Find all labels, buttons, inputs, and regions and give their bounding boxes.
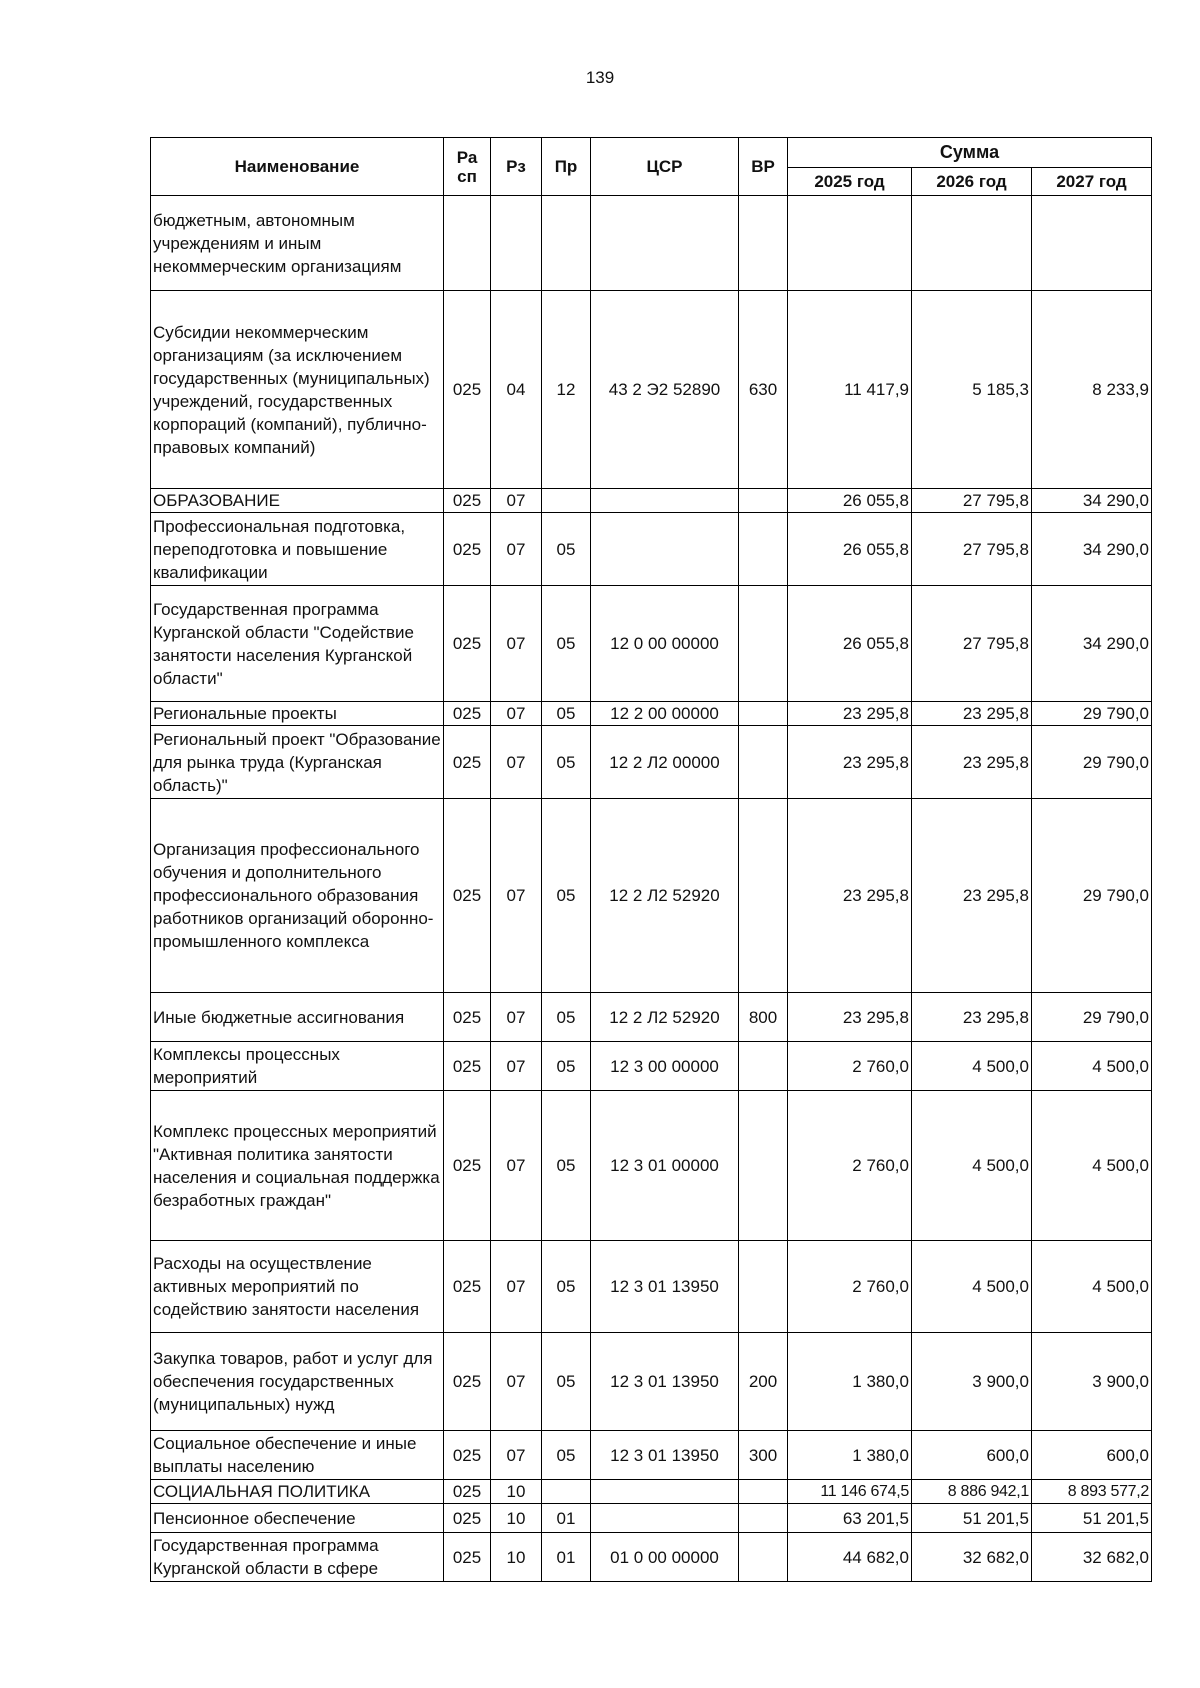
cell-pr: 05 — [542, 726, 591, 799]
cell-pr: 01 — [542, 1504, 591, 1533]
cell-rasp: 025 — [444, 799, 491, 993]
cell-sum-2025: 1 380,0 — [788, 1431, 912, 1480]
cell-rasp: 025 — [444, 993, 491, 1042]
cell-csr: 12 2 Л2 52920 — [591, 993, 739, 1042]
cell-rasp — [444, 196, 491, 291]
cell-csr — [591, 489, 739, 513]
cell-sum-2026: 27 795,8 — [912, 513, 1032, 586]
cell-csr: 43 2 Э2 52890 — [591, 291, 739, 489]
header-year-2027: 2027 год — [1032, 168, 1152, 196]
header-rasp-line2: сп — [457, 166, 477, 186]
cell-sum-2025: 2 760,0 — [788, 1042, 912, 1091]
cell-pr: 12 — [542, 291, 591, 489]
cell-pr: 05 — [542, 799, 591, 993]
cell-sum-2025: 44 682,0 — [788, 1533, 912, 1582]
cell-sum-2026: 5 185,3 — [912, 291, 1032, 489]
cell-csr — [591, 513, 739, 586]
cell-sum-2025: 26 055,8 — [788, 489, 912, 513]
cell-sum-2027: 29 790,0 — [1032, 993, 1152, 1042]
cell-rz: 07 — [491, 1333, 542, 1431]
cell-name: Расходы на осуществление активных мероприятий по содействию занятости населения — [151, 1241, 444, 1333]
cell-sum-2025: 23 295,8 — [788, 726, 912, 799]
cell-name: Пенсионное обеспечение — [151, 1504, 444, 1533]
cell-rz: 07 — [491, 1091, 542, 1241]
cell-sum-2025: 23 295,8 — [788, 702, 912, 726]
cell-vr — [739, 1480, 788, 1504]
cell-rasp: 025 — [444, 1480, 491, 1504]
cell-rasp: 025 — [444, 1504, 491, 1533]
cell-vr — [739, 799, 788, 993]
cell-sum-2025 — [788, 196, 912, 291]
cell-vr — [739, 196, 788, 291]
cell-pr — [542, 489, 591, 513]
table-row — [151, 489, 1152, 513]
cell-pr: 05 — [542, 702, 591, 726]
cell-sum-2027: 51 201,5 — [1032, 1504, 1152, 1533]
header-rz: Рз — [491, 138, 542, 196]
cell-rasp: 025 — [444, 291, 491, 489]
cell-rasp: 025 — [444, 1241, 491, 1333]
table-row — [151, 1533, 1152, 1582]
cell-csr: 12 3 00 00000 — [591, 1042, 739, 1091]
cell-rasp: 025 — [444, 1091, 491, 1241]
cell-sum-2027: 34 290,0 — [1032, 513, 1152, 586]
cell-name: Иные бюджетные ассигнования — [151, 993, 444, 1042]
cell-name: Социальное обеспечение и иные выплаты населению — [151, 1431, 444, 1480]
cell-rz: 07 — [491, 513, 542, 586]
cell-sum-2026: 3 900,0 — [912, 1333, 1032, 1431]
cell-rz: 07 — [491, 1241, 542, 1333]
cell-rz: 10 — [491, 1480, 542, 1504]
cell-csr: 12 3 01 13950 — [591, 1333, 739, 1431]
cell-name: Субсидии некоммерческим организациям (за исключением государственных (муниципальных) учреждений, государственных корпораций (компаний), публично-правовых компаний) — [151, 291, 444, 489]
cell-csr — [591, 1504, 739, 1533]
table-row — [151, 196, 1152, 291]
cell-vr: 630 — [739, 291, 788, 489]
cell-name: Комплексы процессных мероприятий — [151, 1042, 444, 1091]
cell-sum-2026 — [912, 196, 1032, 291]
cell-rz: 07 — [491, 993, 542, 1042]
cell-csr: 12 3 01 00000 — [591, 1091, 739, 1241]
header-vr: ВР — [739, 138, 788, 196]
table-row — [151, 1333, 1152, 1431]
cell-name: Региональный проект "Образование для рынка труда (Курганская область)" — [151, 726, 444, 799]
cell-sum-2026: 23 295,8 — [912, 702, 1032, 726]
cell-rasp: 025 — [444, 1042, 491, 1091]
cell-sum-2025: 2 760,0 — [788, 1091, 912, 1241]
cell-vr — [739, 726, 788, 799]
header-rasp — [444, 138, 491, 196]
table-row — [151, 1480, 1152, 1504]
cell-sum-2025: 23 295,8 — [788, 993, 912, 1042]
cell-sum-2026: 4 500,0 — [912, 1241, 1032, 1333]
cell-rz — [491, 196, 542, 291]
cell-sum-2027: 4 500,0 — [1032, 1042, 1152, 1091]
table-row — [151, 291, 1152, 489]
cell-sum-2027: 8 893 577,2 — [1032, 1480, 1152, 1504]
table-row — [151, 586, 1152, 702]
cell-rz: 07 — [491, 726, 542, 799]
cell-vr — [739, 1241, 788, 1333]
cell-rasp: 025 — [444, 702, 491, 726]
table-header — [151, 138, 1152, 196]
header-rasp-line1: Ра — [456, 147, 478, 167]
cell-csr: 12 0 00 00000 — [591, 586, 739, 702]
cell-csr: 12 2 Л2 52920 — [591, 799, 739, 993]
header-csr: ЦСР — [591, 138, 739, 196]
cell-rasp: 025 — [444, 726, 491, 799]
cell-sum-2025: 26 055,8 — [788, 513, 912, 586]
cell-sum-2027: 34 290,0 — [1032, 586, 1152, 702]
cell-rz: 07 — [491, 489, 542, 513]
cell-vr — [739, 513, 788, 586]
cell-csr — [591, 196, 739, 291]
table-row — [151, 799, 1152, 993]
cell-sum-2027 — [1032, 196, 1152, 291]
cell-sum-2025: 26 055,8 — [788, 586, 912, 702]
cell-sum-2025: 11 146 674,5 — [788, 1480, 912, 1504]
cell-pr: 05 — [542, 993, 591, 1042]
table-row — [151, 1091, 1152, 1241]
cell-name: Комплекс процессных мероприятий "Активная политика занятости населения и социальная поддержка безработных граждан" — [151, 1091, 444, 1241]
cell-sum-2026: 23 295,8 — [912, 799, 1032, 993]
cell-csr: 01 0 00 00000 — [591, 1533, 739, 1582]
header-name: Наименование — [151, 138, 444, 196]
cell-pr: 05 — [542, 586, 591, 702]
cell-rz: 04 — [491, 291, 542, 489]
header-sum: Сумма — [788, 138, 1152, 168]
cell-sum-2026: 23 295,8 — [912, 726, 1032, 799]
cell-rz: 07 — [491, 702, 542, 726]
cell-sum-2027: 34 290,0 — [1032, 489, 1152, 513]
cell-name: Закупка товаров, работ и услуг для обеспечения государственных (муниципальных) нужд — [151, 1333, 444, 1431]
cell-sum-2026: 600,0 — [912, 1431, 1032, 1480]
cell-rasp: 025 — [444, 1333, 491, 1431]
cell-sum-2026: 32 682,0 — [912, 1533, 1032, 1582]
header-pr: Пр — [542, 138, 591, 196]
cell-sum-2026: 27 795,8 — [912, 489, 1032, 513]
cell-rasp: 025 — [444, 1533, 491, 1582]
cell-rz: 10 — [491, 1504, 542, 1533]
cell-vr: 800 — [739, 993, 788, 1042]
cell-name: СОЦИАЛЬНАЯ ПОЛИТИКА — [151, 1480, 444, 1504]
cell-sum-2027: 29 790,0 — [1032, 726, 1152, 799]
cell-sum-2027: 29 790,0 — [1032, 799, 1152, 993]
cell-vr — [739, 702, 788, 726]
cell-sum-2026: 4 500,0 — [912, 1042, 1032, 1091]
cell-pr: 05 — [542, 1333, 591, 1431]
cell-sum-2025: 1 380,0 — [788, 1333, 912, 1431]
cell-rasp: 025 — [444, 513, 491, 586]
cell-rz: 07 — [491, 1042, 542, 1091]
cell-sum-2027: 4 500,0 — [1032, 1091, 1152, 1241]
cell-csr: 12 3 01 13950 — [591, 1431, 739, 1480]
cell-sum-2026: 23 295,8 — [912, 993, 1032, 1042]
cell-rz: 10 — [491, 1533, 542, 1582]
cell-name: Государственная программа Курганской области "Содействие занятости населения Курганской области" — [151, 586, 444, 702]
cell-rz: 07 — [491, 1431, 542, 1480]
page-number: 139 — [585, 68, 615, 87]
cell-sum-2027: 8 233,9 — [1032, 291, 1152, 489]
cell-pr: 05 — [542, 1431, 591, 1480]
cell-sum-2027: 4 500,0 — [1032, 1241, 1152, 1333]
cell-rasp: 025 — [444, 1431, 491, 1480]
cell-vr: 300 — [739, 1431, 788, 1480]
cell-pr: 05 — [542, 1091, 591, 1241]
cell-sum-2026: 27 795,8 — [912, 586, 1032, 702]
cell-sum-2025: 11 417,9 — [788, 291, 912, 489]
cell-name: Организация профессионального обучения и дополнительного профессионального образования работников организаций оборонно-промышленного комплекса — [151, 799, 444, 993]
cell-sum-2027: 29 790,0 — [1032, 702, 1152, 726]
cell-sum-2026: 51 201,5 — [912, 1504, 1032, 1533]
cell-rasp: 025 — [444, 586, 491, 702]
table-row — [151, 1042, 1152, 1091]
cell-pr: 05 — [542, 1241, 591, 1333]
cell-sum-2027: 3 900,0 — [1032, 1333, 1152, 1431]
cell-csr: 12 2 00 00000 — [591, 702, 739, 726]
header-year-2025: 2025 год — [788, 168, 912, 196]
table-row — [151, 726, 1152, 799]
cell-pr — [542, 1480, 591, 1504]
cell-csr — [591, 1480, 739, 1504]
cell-name: Региональные проекты — [151, 702, 444, 726]
cell-rz: 07 — [491, 799, 542, 993]
header-year-2026: 2026 год — [912, 168, 1032, 196]
table-row — [151, 993, 1152, 1042]
cell-pr: 05 — [542, 513, 591, 586]
cell-name: бюджетным, автономным учреждениям и иным некоммерческим организациям — [151, 196, 444, 291]
table-body — [151, 196, 1152, 1582]
cell-vr — [739, 1091, 788, 1241]
cell-name: Профессиональная подготовка, переподготовка и повышение квалификации — [151, 513, 444, 586]
cell-name: Государственная программа Курганской области в сфере — [151, 1533, 444, 1582]
cell-vr — [739, 1042, 788, 1091]
cell-sum-2025: 63 201,5 — [788, 1504, 912, 1533]
cell-name: ОБРАЗОВАНИЕ — [151, 489, 444, 513]
table-row — [151, 1241, 1152, 1333]
cell-vr: 200 — [739, 1333, 788, 1431]
budget-table — [150, 137, 1152, 1582]
cell-csr: 12 2 Л2 00000 — [591, 726, 739, 799]
cell-vr — [739, 1504, 788, 1533]
cell-sum-2026: 8 886 942,1 — [912, 1480, 1032, 1504]
cell-sum-2025: 23 295,8 — [788, 799, 912, 993]
cell-rz: 07 — [491, 586, 542, 702]
cell-csr: 12 3 01 13950 — [591, 1241, 739, 1333]
cell-sum-2027: 32 682,0 — [1032, 1533, 1152, 1582]
cell-sum-2026: 4 500,0 — [912, 1091, 1032, 1241]
cell-sum-2025: 2 760,0 — [788, 1241, 912, 1333]
cell-vr — [739, 586, 788, 702]
table-row — [151, 513, 1152, 586]
cell-vr — [739, 1533, 788, 1582]
cell-pr: 05 — [542, 1042, 591, 1091]
cell-pr: 01 — [542, 1533, 591, 1582]
cell-vr — [739, 489, 788, 513]
table-row — [151, 702, 1152, 726]
cell-rasp: 025 — [444, 489, 491, 513]
table-row — [151, 1431, 1152, 1480]
cell-sum-2027: 600,0 — [1032, 1431, 1152, 1480]
table-row — [151, 1504, 1152, 1533]
cell-pr — [542, 196, 591, 291]
